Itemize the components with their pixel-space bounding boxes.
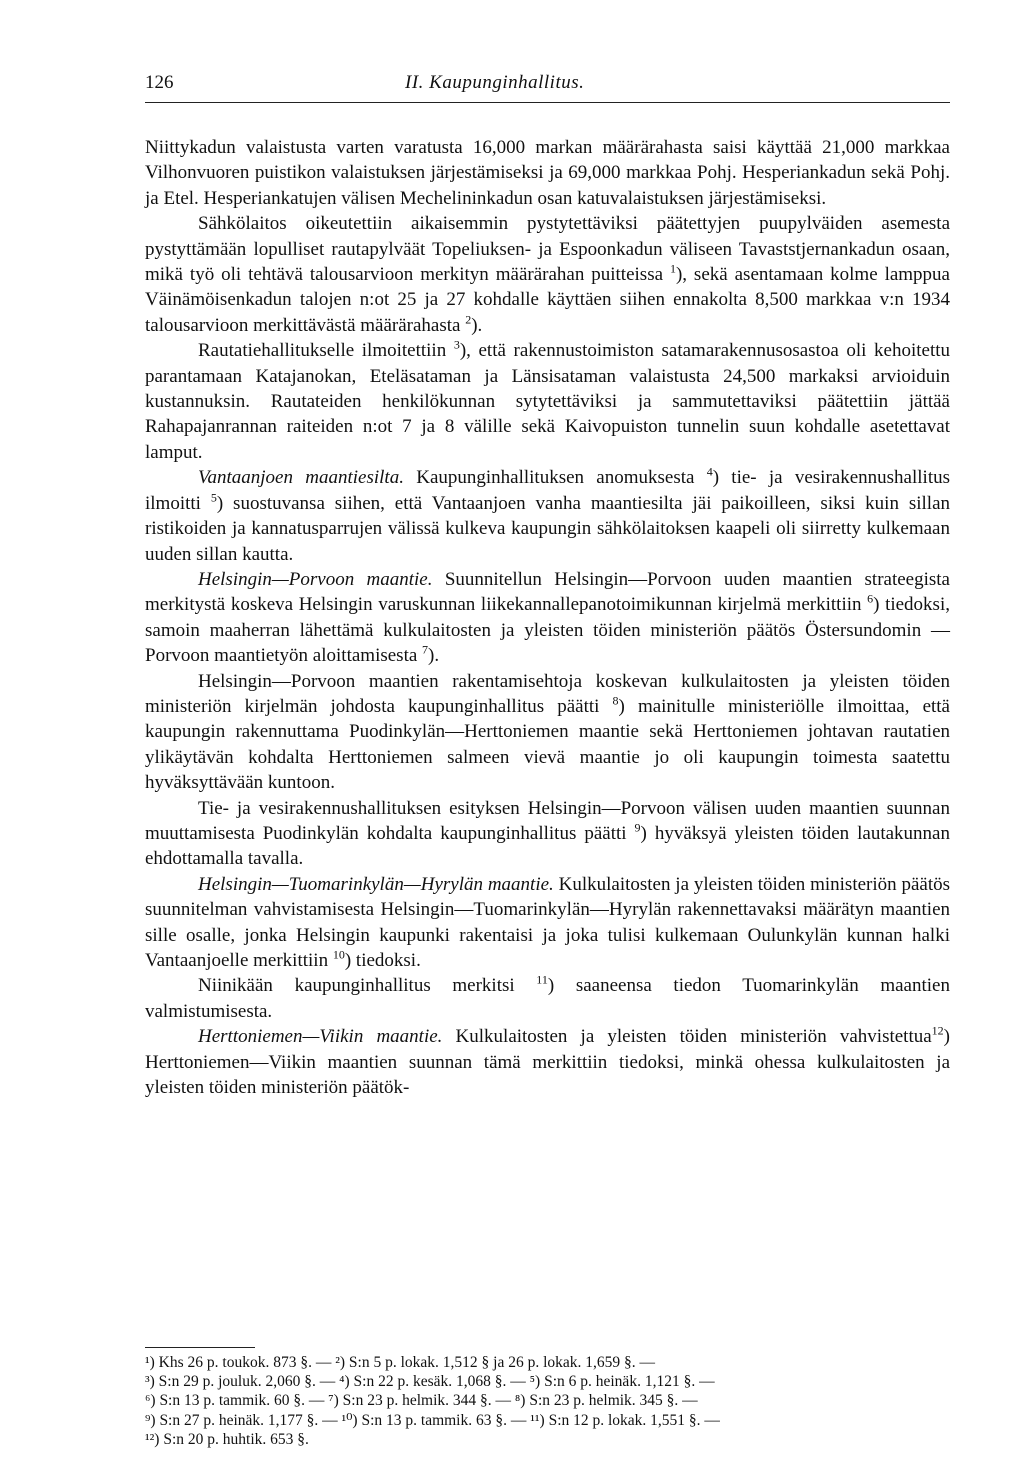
paragraph xyxy=(145,669,950,796)
footnote-ref: 10 xyxy=(332,947,345,962)
italic-heading: Helsingin—Porvoon maantie. xyxy=(198,568,433,590)
footnote-line: ⁹) S:n 27 p. heinäk. 1,177 §. — ¹⁰) S:n 13 p. tammik. 63 §. — ¹¹) S:n 12 p. lokak. 1,551 §. — xyxy=(145,1411,720,1429)
text-run: Helsingin—Porvoon maantien rakentamisehtoja koskevan kulkulaitosten ja yleisten töiden ministeriön kirjelmän johdosta kaupunginhallitus päätti xyxy=(145,670,950,717)
footnote-ref: 2 xyxy=(465,312,472,327)
text-run: Kulkulaitosten ja yleisten töiden ministeriön päätös suunnitelman vahvistamisesta Helsingin—Tuomarinkylän—Hyrylän rakennettavaksi määrätyn maantien sille osalle, jonka Helsingin kaupunki rakentaisi ja joka tulisi kulkemaan Oulunkylän kunnan halki Vantaanjoelle merkittiin xyxy=(145,873,950,971)
page xyxy=(145,72,950,1100)
text-run: Kulkulaitosten ja yleisten töiden ministeriön vahvistettua xyxy=(442,1026,932,1048)
paragraph xyxy=(145,135,950,211)
text-run: ), sekä asentamaan kolme lamppua Väinämöisenkadun talojen n:ot 25 ja 27 kohdalle käyttäen siihen ennakolta 8,500 markkaa v:n 1934 talousarvioon merkittävästä määrärahasta xyxy=(145,264,950,336)
text-run: ) hyväksyä yleisten töiden lautakunnan ehdottamalla tavalla. xyxy=(145,822,950,870)
footnote-ref: 4 xyxy=(706,464,713,479)
paragraph xyxy=(145,338,950,465)
paragraph xyxy=(145,567,950,669)
text-run: Suunnitellun Helsingin—Porvoon uuden maantien strateegista merkitystä koskeva Helsingin varuskunnan liikekannallepanotoimikunnan kirjelmä merkittiin xyxy=(145,568,950,616)
footnote-ref: 7 xyxy=(422,642,429,657)
text-run: Tie- ja vesirakennushallituksen esityksen Helsingin—Porvoon välisen uuden maantien suunnan muuttamisesta Puodinkylän kohdalta kaupunginhallitus päätti xyxy=(145,797,950,844)
page-header xyxy=(145,72,950,103)
text-run: ). xyxy=(471,314,483,336)
footnote-ref: 1 xyxy=(669,261,676,276)
footnote-line: ¹) Khs 26 p. toukok. 873 §. — ²) S:n 5 p. lokak. 1,512 § ja 26 p. lokak. 1,659 §. — xyxy=(145,1354,656,1371)
footnote-list xyxy=(145,1353,950,1449)
text-run: Niinikään kaupunginhallitus merkitsi xyxy=(198,975,537,997)
footnote-ref: 8 xyxy=(612,693,619,708)
text-run: ) tie- ja vesirakennushallitus ilmoitti xyxy=(145,467,950,514)
page-number: 126 xyxy=(145,72,174,93)
running-title: II. Kaupunginhallitus. xyxy=(405,72,585,93)
text-run: Kaupunginhallituksen anomuksesta xyxy=(403,467,707,489)
footnote-rule xyxy=(145,1347,255,1348)
paragraph xyxy=(145,211,950,338)
footnote-ref: 5 xyxy=(210,490,217,505)
body-text xyxy=(145,135,950,1100)
footnote-ref: 6 xyxy=(867,591,874,606)
footnote-ref: 12 xyxy=(931,1023,944,1038)
text-run: ) saaneensa tiedon Tuomarinkylän maantien valmistumisesta. xyxy=(145,975,950,1022)
italic-heading: Vantaanjoen maantiesilta. xyxy=(198,467,404,489)
footnote-line: ³) S:n 29 p. jouluk. 2,060 §. — ⁴) S:n 22 p. kesäk. 1,068 §. — ⁵) S:n 6 p. heinäk. 1,121 §. — xyxy=(145,1373,715,1391)
footnote-line: ⁶) S:n 13 p. tammik. 60 §. — ⁷) S:n 23 p. helmik. 344 §. — ⁸) S:n 23 p. helmik. 345 §. — xyxy=(145,1392,698,1410)
paragraph xyxy=(145,973,950,1024)
paragraph xyxy=(145,796,950,872)
text-run: ) mainitulle ministeriölle ilmoittaa, että kaupungin rakennuttama Puodinkylän—Herttoniemen maantie sekä Herttoniemen johtavan rautatien ylikäytävän kohdalta Herttoniemen salmeen vievä maantie jo oli kaupungin toimesta saatettu hyväksyttävään kuntoon. xyxy=(145,695,950,794)
text-run: ) Herttoniemen—Viikin maantien suunnan tämä merkittiin tiedoksi, minkä ohessa kulkulaitosten ja yleisten töiden ministeriön päätök- xyxy=(145,1026,950,1099)
text-run: ) tiedoksi, samoin maaherran lähettämä kulkulaitosten ja yleisten töiden ministeriön päätös Östersundomin —Porvoon maantietyön aloittamisesta xyxy=(145,594,950,667)
text-run: ) suostuvansa siihen, että Vantaanjoen vanha maantiesilta jäi paikoilleen, siksi kuin sillan ristikoiden ja kannatusparrujen välissä kulkeva kaupungin sähkölaitoksen kaapeli oli siirretty kulkemaan uuden sillan kautta. xyxy=(145,492,950,565)
paragraph xyxy=(145,872,950,974)
paragraph xyxy=(145,1024,950,1100)
footnotes xyxy=(145,1347,950,1449)
text-run: Rautatiehallitukselle ilmoitettiin xyxy=(198,340,454,362)
footnote-ref: 9 xyxy=(634,820,641,835)
footnote-ref: 3 xyxy=(453,337,460,352)
italic-heading: Helsingin—Tuomarinkylän—Hyrylän maantie. xyxy=(198,873,554,895)
text-run: Niittykadun valaistusta varten varatusta 16,000 markan määrärahasta saisi käyttää 21,000 markkaa Vilhonvuoren puistikon valaistuksen järjestämiseksi ja 69,000 markkaa Pohj. Hesperiankadun sekä Pohj. ja Etel. Hesperiankatujen välisen Mechelininkadun osan katuvalaistuksen järjestämiseksi. xyxy=(145,137,950,209)
text-run: ) tiedoksi. xyxy=(344,950,421,971)
text-run: Sähkölaitos oikeutettiin aikaisemmin pystytettäviksi päätettyjen puupylväiden asemesta pystyttämään lopulliset rautapylväät Topeliuksen- ja Espoonkadun väliseen Tavaststjernankadun osaan, mikä työ oli tehtävä talousarvioon merkityn määrärahan puitteissa xyxy=(145,213,950,286)
italic-heading: Herttoniemen—Viikin maantie. xyxy=(198,1026,443,1048)
footnote-ref: 11 xyxy=(536,973,548,988)
paragraph xyxy=(145,465,950,567)
text-run: ), että rakennustoimiston satamarakennusosastoa oli kehoitettu parantamaan Katajanokan, Eteläsataman ja Länsisataman valaistusta 24,500 markaksi arvioiduin kustannuksin. Rautateiden henkilökunnan sytytettäviksi ja sammutettaviksi päätettiin jättää Rahapajanrannan raiteiden n:ot 7 ja 8 välille sekä Kaivopuiston tunnelin suun kohdalle asetettavat lamput. xyxy=(145,340,951,463)
text-run: ). xyxy=(428,645,440,667)
footnote-line: ¹²) S:n 20 p. huhtik. 653 §. xyxy=(145,1430,309,1448)
